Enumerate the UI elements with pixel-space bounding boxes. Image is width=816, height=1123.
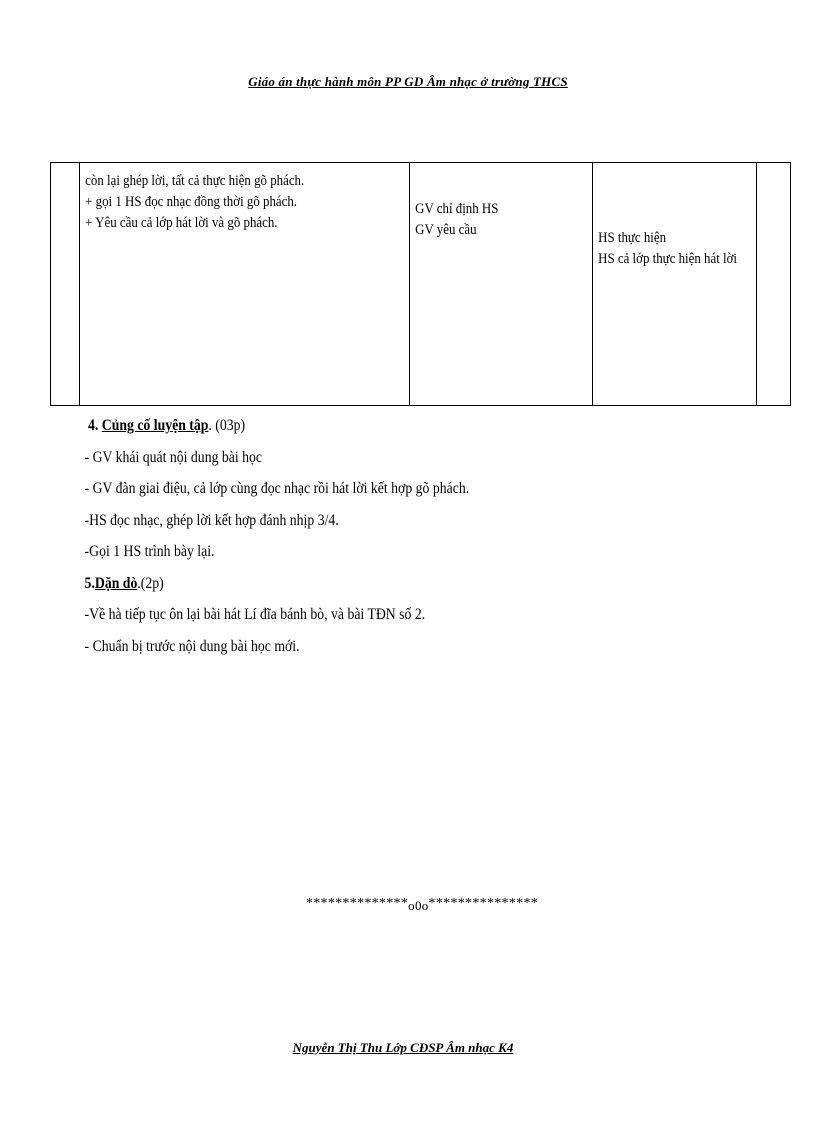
student-line: HS cả lớp thực hiện hát lời (598, 251, 738, 267)
list-item: -Về hà tiếp tục ôn lại bài hát Lí đĩa bánh bò, và bài TĐN số 2. (84, 606, 426, 623)
section5-heading: 5.Dặn dò.(2p) (84, 574, 164, 592)
list-item: - Chuẩn bị trước nội dung bài học mới. (84, 637, 300, 655)
content-line: còn lại ghép lời, tất cả thực hiện gõ phách. (85, 173, 305, 189)
content-line: + gọi 1 HS đọc nhạc đồng thời gõ phách. (85, 194, 298, 210)
table-cell-teacher (410, 163, 593, 406)
table-cell-student (593, 163, 757, 406)
list-item: -Gọi 1 HS trình bày lại. (84, 543, 215, 560)
list-item: - GV khái quát nội dung bài học (84, 448, 263, 466)
teacher-line: GV chỉ định HS (415, 201, 499, 217)
section5-title: Dặn dò (94, 574, 138, 592)
lesson-body (84, 410, 470, 662)
content-line: + Yêu cầu cả lớp hát lời và gõ phách. (85, 215, 278, 231)
table-cell-empty-right (757, 163, 791, 406)
table-row (51, 163, 791, 406)
table-cell-empty-left (51, 163, 80, 406)
page-header: Giáo án thực hành môn PP GD Âm nhạc ở trường THCS (248, 74, 568, 89)
section-separator: **************o0o*************** (305, 896, 539, 913)
list-item: -HS đọc nhạc, ghép lời kết hợp đánh nhịp 3/4. (84, 511, 339, 529)
section4-heading: 4. Củng cố luyện tập. (03p) (88, 417, 246, 434)
student-line: HS thực hiện (598, 230, 667, 246)
section4-title: Củng cố luyện tập (101, 417, 209, 434)
page-footer: Nguyễn Thị Thu Lớp CĐSP Âm nhạc K4 (292, 1040, 514, 1055)
list-item: - GV đàn giai điệu, cả lớp cùng đọc nhạc rồi hát lời kết hợp gõ phách. (84, 480, 470, 497)
lesson-table (50, 162, 791, 406)
teacher-line: GV yêu cầu (415, 222, 477, 238)
table-cell-content (80, 163, 410, 406)
